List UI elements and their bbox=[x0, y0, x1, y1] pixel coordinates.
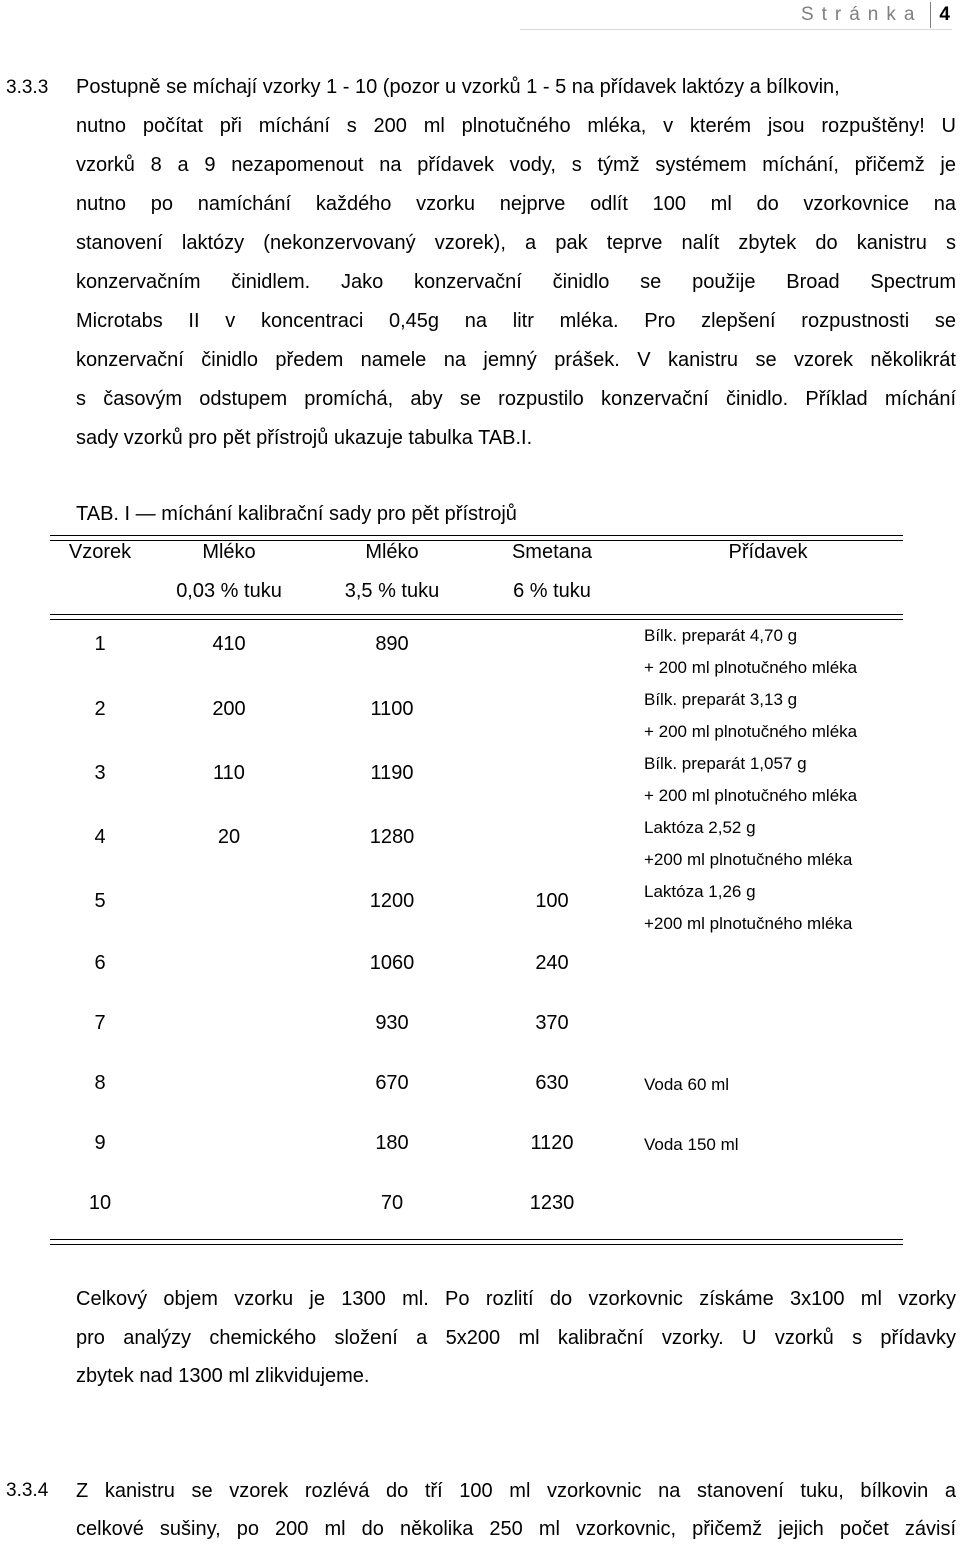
text-line: nutno počítat při míchání s 200 ml plnotučného mléka, v kterém jsou rozpuštěny! U bbox=[76, 115, 956, 137]
text-line: sady vzorků pro pět přístrojů ukazuje tabulka TAB.I. bbox=[76, 427, 533, 449]
header-pridavek: Přídavek bbox=[728, 541, 808, 563]
cell-pridavek: Voda 150 ml bbox=[644, 1135, 739, 1154]
cell-smetana: 1230 bbox=[529, 1192, 575, 1214]
cell-mleko-1: 110 bbox=[213, 762, 245, 784]
header-mleko-1-fat: 0,03 % tuku bbox=[176, 580, 282, 602]
text-line: Z kanistru se vzorek rozlévá do tří 100 ml vzorkovnic na stanovení tuku, bílkovin a bbox=[76, 1480, 956, 1502]
cell-vzorek: 4 bbox=[94, 826, 106, 848]
cell-mleko-2: 1200 bbox=[369, 890, 415, 912]
pridavek-line: Bílk. preparát 4,70 g bbox=[644, 626, 798, 645]
cell-mleko-2: 1060 bbox=[369, 952, 415, 974]
table-bottom-rule bbox=[50, 1239, 903, 1245]
cell-smetana: 1120 bbox=[530, 1132, 574, 1154]
cell-vzorek: 5 bbox=[94, 890, 106, 912]
cell-vzorek: 8 bbox=[94, 1072, 106, 1094]
header-mleko-2: Mléko bbox=[365, 541, 419, 563]
cell-mleko-2: 1100 bbox=[370, 698, 414, 720]
cell-pridavek: Voda 60 ml bbox=[644, 1075, 730, 1094]
text-line: celkové sušiny, po 200 ml do několika 250 ml vzorkovnic, přičemž jejich počet závisí bbox=[76, 1518, 956, 1540]
text-line: s časovým odstupem promíchá, aby se rozpustilo konzervační činidlo. Příklad míchání bbox=[76, 388, 956, 410]
table-caption: TAB. I — míchání kalibrační sady pro pět přístrojů bbox=[76, 503, 517, 525]
text-line: stanovení laktózy (nekonzervovaný vzorek), a pak teprve nalít zbytek do kanistru s bbox=[76, 232, 956, 254]
cell-mleko-2: 70 bbox=[380, 1192, 404, 1214]
header-mleko-1: Mléko bbox=[202, 541, 256, 563]
cell-mleko-2: 670 bbox=[375, 1072, 409, 1094]
text-line: vzorků 8 a 9 nezapomenout na přídavek vody, s týmž systémem míchání, přičemž je bbox=[76, 154, 956, 176]
cell-vzorek: 2 bbox=[94, 698, 106, 720]
summary-paragraph bbox=[76, 1280, 956, 1396]
cell-mleko-2: 890 bbox=[375, 633, 409, 655]
cell-vzorek: 10 bbox=[88, 1192, 112, 1214]
cell-pridavek bbox=[644, 748, 857, 812]
cell-pridavek bbox=[644, 620, 857, 684]
header-mleko-2-fat: 3,5 % tuku bbox=[344, 580, 440, 602]
section-paragraph bbox=[76, 68, 956, 458]
pridavek-line: + 200 ml plnotučného mléka bbox=[644, 722, 858, 741]
cell-smetana: 370 bbox=[535, 1012, 569, 1034]
pridavek-line: Laktóza 1,26 g bbox=[644, 882, 756, 901]
page-header bbox=[801, 0, 950, 30]
header-vzorek: Vzorek bbox=[68, 541, 132, 563]
section-number: 3.3.3 bbox=[6, 77, 49, 98]
text-line: konzervační činidlo předem namele na jemný prášek. V kanistru se vzorek několikrát bbox=[76, 349, 956, 371]
cell-mleko-2: 180 bbox=[375, 1132, 409, 1154]
cell-pridavek bbox=[644, 876, 852, 940]
cell-mleko-2: 930 bbox=[375, 1012, 409, 1034]
text-line: nutno po namíchání každého vzorku nejprve odlít 100 ml do vzorkovnice na bbox=[76, 193, 956, 215]
cell-pridavek bbox=[644, 684, 857, 748]
pridavek-line: + 200 ml plnotučného mléka bbox=[644, 658, 858, 677]
section-number: 3.3.4 bbox=[6, 1480, 49, 1501]
pridavek-line: Bílk. preparát 1,057 g bbox=[644, 754, 807, 773]
cell-smetana: 630 bbox=[535, 1072, 569, 1094]
page-number: 4 bbox=[939, 4, 950, 25]
cell-vzorek: 3 bbox=[94, 762, 106, 784]
cell-smetana: 100 bbox=[535, 890, 569, 912]
section-paragraph bbox=[76, 1472, 956, 1548]
cell-mleko-2: 1280 bbox=[369, 826, 415, 848]
text-line: Celkový objem vzorku je 1300 ml. Po rozlití do vzorkovnic získáme 3x100 ml vzorky bbox=[76, 1288, 956, 1310]
cell-vzorek: 7 bbox=[94, 1012, 106, 1034]
pridavek-line: Bílk. preparát 3,13 g bbox=[644, 690, 798, 709]
cell-mleko-1: 200 bbox=[212, 698, 246, 720]
text-line: pro analýzy chemického složení a 5x200 ml kalibrační vzorky. U vzorků s přídavky bbox=[76, 1326, 956, 1349]
cell-vzorek: 6 bbox=[94, 952, 106, 974]
text-line: zbytek nad 1300 ml zlikvidujeme. bbox=[76, 1365, 370, 1387]
cell-mleko-1: 410 bbox=[212, 633, 246, 655]
pridavek-line: +200 ml plnotučného mléka bbox=[644, 914, 853, 933]
header-smetana: Smetana bbox=[511, 541, 593, 563]
cell-mleko-1: 20 bbox=[217, 826, 241, 848]
header-divider bbox=[930, 2, 931, 28]
cell-vzorek: 1 bbox=[94, 633, 106, 655]
page-label: Stránka bbox=[800, 4, 923, 25]
header-smetana-fat: 6 % tuku bbox=[513, 580, 591, 602]
header-rule bbox=[520, 29, 952, 30]
cell-mleko-2: 1190 bbox=[370, 762, 414, 784]
cell-vzorek: 9 bbox=[94, 1132, 106, 1154]
pridavek-line: + 200 ml plnotučného mléka bbox=[644, 786, 858, 805]
pridavek-line: +200 ml plnotučného mléka bbox=[644, 850, 853, 869]
text-line: konzervačním činidlem. Jako konzervační činidlo se použije Broad Spectrum bbox=[76, 271, 956, 293]
cell-smetana: 240 bbox=[535, 952, 569, 974]
pridavek-line: Laktóza 2,52 g bbox=[644, 818, 756, 837]
cell-pridavek bbox=[644, 812, 852, 876]
text-line: Microtabs II v koncentraci 0,45g na litr mléka. Pro zlepšení rozpustnosti se bbox=[76, 310, 956, 332]
text-line: Postupně se míchají vzorky 1 - 10 (pozor u vzorků 1 - 5 na přídavek laktózy a bílkovin, bbox=[76, 76, 840, 98]
